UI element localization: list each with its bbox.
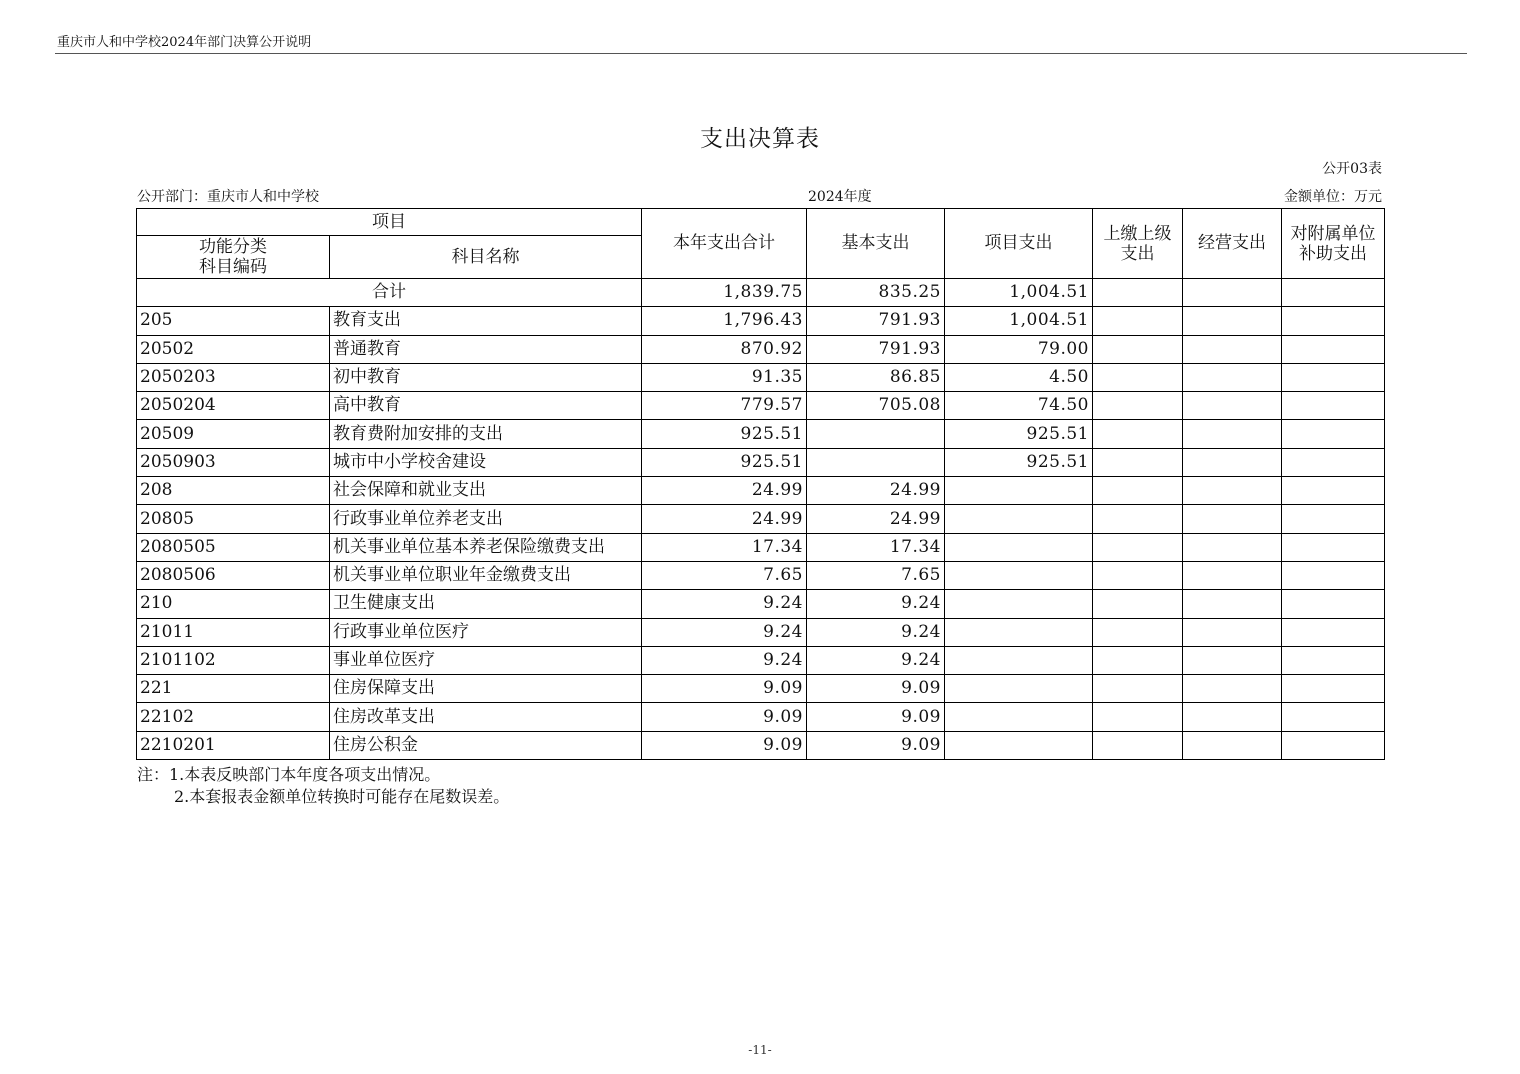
subsidy-cell [1282,307,1385,335]
basic-cell: 9.09 [807,703,945,731]
name-cell: 住房公积金 [330,731,642,759]
total-cell: 925.51 [642,420,807,448]
table-row [137,420,1385,448]
total-amount: 1,839.75 [642,279,807,307]
header-business: 经营支出 [1183,209,1282,279]
total-cell: 9.09 [642,731,807,759]
total-cell: 925.51 [642,448,807,476]
business-cell [1183,590,1282,618]
name-cell: 机关事业单位基本养老保险缴费支出 [330,533,642,561]
upper-cell [1093,420,1183,448]
total-project: 1,004.51 [945,279,1093,307]
subsidy-cell [1282,533,1385,561]
upper-cell [1093,590,1183,618]
header-code: 功能分类 科目编码 [137,236,330,279]
header-project-expense: 项目支出 [945,209,1093,279]
basic-cell [807,448,945,476]
code-cell: 2050204 [137,392,330,420]
header-name: 科目名称 [330,236,642,279]
total-cell: 9.24 [642,618,807,646]
code-cell: 2050203 [137,363,330,391]
basic-cell: 24.99 [807,505,945,533]
name-cell: 城市中小学校舍建设 [330,448,642,476]
upper-cell [1093,448,1183,476]
project-cell [945,561,1093,589]
expenditure-table [136,208,1385,760]
subsidy-cell [1282,618,1385,646]
upper-cell [1093,533,1183,561]
subsidy-cell [1282,703,1385,731]
header-basic: 基本支出 [807,209,945,279]
business-cell [1183,335,1282,363]
code-cell: 2080505 [137,533,330,561]
business-cell [1183,561,1282,589]
basic-cell: 9.24 [807,646,945,674]
table-row [137,477,1385,505]
table-header [137,209,1385,279]
basic-cell: 17.34 [807,533,945,561]
total-row [137,279,1385,307]
code-cell: 2050903 [137,448,330,476]
subsidy-cell [1282,675,1385,703]
basic-cell: 24.99 [807,477,945,505]
project-cell [945,731,1093,759]
basic-cell: 9.24 [807,590,945,618]
business-cell [1183,477,1282,505]
code-cell: 221 [137,675,330,703]
subsidy-cell [1282,448,1385,476]
total-upper [1093,279,1183,307]
upper-cell [1093,675,1183,703]
project-cell [945,703,1093,731]
name-cell: 机关事业单位职业年金缴费支出 [330,561,642,589]
department-label: 公开部门：重庆市人和中学校 [137,189,319,205]
code-cell: 2080506 [137,561,330,589]
project-cell [945,646,1093,674]
total-cell: 91.35 [642,363,807,391]
table-row [137,448,1385,476]
business-cell [1183,392,1282,420]
total-cell: 9.24 [642,590,807,618]
name-cell: 初中教育 [330,363,642,391]
page-title: 支出决算表 [700,126,820,152]
upper-cell [1093,392,1183,420]
name-cell: 住房保障支出 [330,675,642,703]
note-2: 2.本套报表金额单位转换时可能存在尾数误差。 [174,787,510,806]
table-row [137,335,1385,363]
basic-cell: 705.08 [807,392,945,420]
table-row [137,675,1385,703]
header-total: 本年支出合计 [642,209,807,279]
basic-cell [807,420,945,448]
project-cell: 925.51 [945,420,1093,448]
total-cell: 870.92 [642,335,807,363]
basic-cell: 86.85 [807,363,945,391]
name-cell: 教育支出 [330,307,642,335]
basic-cell: 791.93 [807,307,945,335]
business-cell [1183,731,1282,759]
table-row [137,731,1385,759]
code-cell: 21011 [137,618,330,646]
total-cell: 17.34 [642,533,807,561]
note-1: 注：1.本表反映部门本年度各项支出情况。 [137,765,441,784]
project-cell: 925.51 [945,448,1093,476]
header-project: 项目 [137,209,642,236]
code-cell: 20805 [137,505,330,533]
upper-cell [1093,561,1183,589]
table-body [137,279,1385,760]
name-cell: 教育费附加安排的支出 [330,420,642,448]
table-row [137,392,1385,420]
project-cell [945,590,1093,618]
upper-cell [1093,618,1183,646]
subsidy-cell [1282,731,1385,759]
amount-unit-label: 金额单位：万元 [1284,189,1382,205]
total-cell: 24.99 [642,477,807,505]
project-cell: 4.50 [945,363,1093,391]
name-cell: 社会保障和就业支出 [330,477,642,505]
table-row [137,618,1385,646]
business-cell [1183,703,1282,731]
total-business [1183,279,1282,307]
basic-cell: 9.09 [807,675,945,703]
subsidy-cell [1282,646,1385,674]
project-cell [945,505,1093,533]
name-cell: 事业单位医疗 [330,646,642,674]
name-cell: 住房改革支出 [330,703,642,731]
subsidy-cell [1282,392,1385,420]
total-label: 合计 [137,279,642,307]
code-cell: 2101102 [137,646,330,674]
subsidy-cell [1282,477,1385,505]
business-cell [1183,505,1282,533]
project-cell [945,533,1093,561]
code-cell: 20502 [137,335,330,363]
basic-cell: 9.09 [807,731,945,759]
project-cell: 74.50 [945,392,1093,420]
table-row [137,561,1385,589]
fiscal-year-label: 2024年度 [808,189,872,205]
upper-cell [1093,363,1183,391]
running-header: 重庆市人和中学校2024年部门决算公开说明 [57,35,312,50]
header-divider [55,53,1467,54]
business-cell [1183,675,1282,703]
business-cell [1183,533,1282,561]
form-number: 公开03表 [1322,161,1382,177]
header-upper-payment: 上缴上级 支出 [1093,209,1183,279]
business-cell [1183,307,1282,335]
header-subsidy: 对附属单位 补助支出 [1282,209,1385,279]
project-cell [945,477,1093,505]
name-cell: 普通教育 [330,335,642,363]
table-row [137,505,1385,533]
code-cell: 205 [137,307,330,335]
table-row [137,363,1385,391]
table-row [137,703,1385,731]
subsidy-cell [1282,505,1385,533]
subsidy-cell [1282,335,1385,363]
upper-cell [1093,731,1183,759]
total-subsidy [1282,279,1385,307]
total-cell: 779.57 [642,392,807,420]
basic-cell: 7.65 [807,561,945,589]
code-cell: 2210201 [137,731,330,759]
business-cell [1183,448,1282,476]
business-cell [1183,618,1282,646]
name-cell: 高中教育 [330,392,642,420]
upper-cell [1093,505,1183,533]
name-cell: 卫生健康支出 [330,590,642,618]
subsidy-cell [1282,420,1385,448]
total-cell: 1,796.43 [642,307,807,335]
table-row [137,533,1385,561]
business-cell [1183,420,1282,448]
project-cell [945,618,1093,646]
basic-cell: 791.93 [807,335,945,363]
upper-cell [1093,477,1183,505]
total-cell: 9.24 [642,646,807,674]
total-cell: 9.09 [642,703,807,731]
subsidy-cell [1282,363,1385,391]
page-number: -11- [748,1043,772,1057]
total-cell: 24.99 [642,505,807,533]
business-cell [1183,363,1282,391]
table-row [137,590,1385,618]
code-cell: 208 [137,477,330,505]
upper-cell [1093,646,1183,674]
basic-cell: 9.24 [807,618,945,646]
notes [137,764,509,808]
upper-cell [1093,307,1183,335]
total-cell: 9.09 [642,675,807,703]
subsidy-cell [1282,561,1385,589]
code-cell: 22102 [137,703,330,731]
total-cell: 7.65 [642,561,807,589]
project-cell [945,675,1093,703]
table-row [137,307,1385,335]
project-cell: 79.00 [945,335,1093,363]
code-cell: 210 [137,590,330,618]
table-row [137,646,1385,674]
code-cell: 20509 [137,420,330,448]
total-basic: 835.25 [807,279,945,307]
name-cell: 行政事业单位养老支出 [330,505,642,533]
upper-cell [1093,703,1183,731]
business-cell [1183,646,1282,674]
subsidy-cell [1282,590,1385,618]
name-cell: 行政事业单位医疗 [330,618,642,646]
project-cell: 1,004.51 [945,307,1093,335]
upper-cell [1093,335,1183,363]
